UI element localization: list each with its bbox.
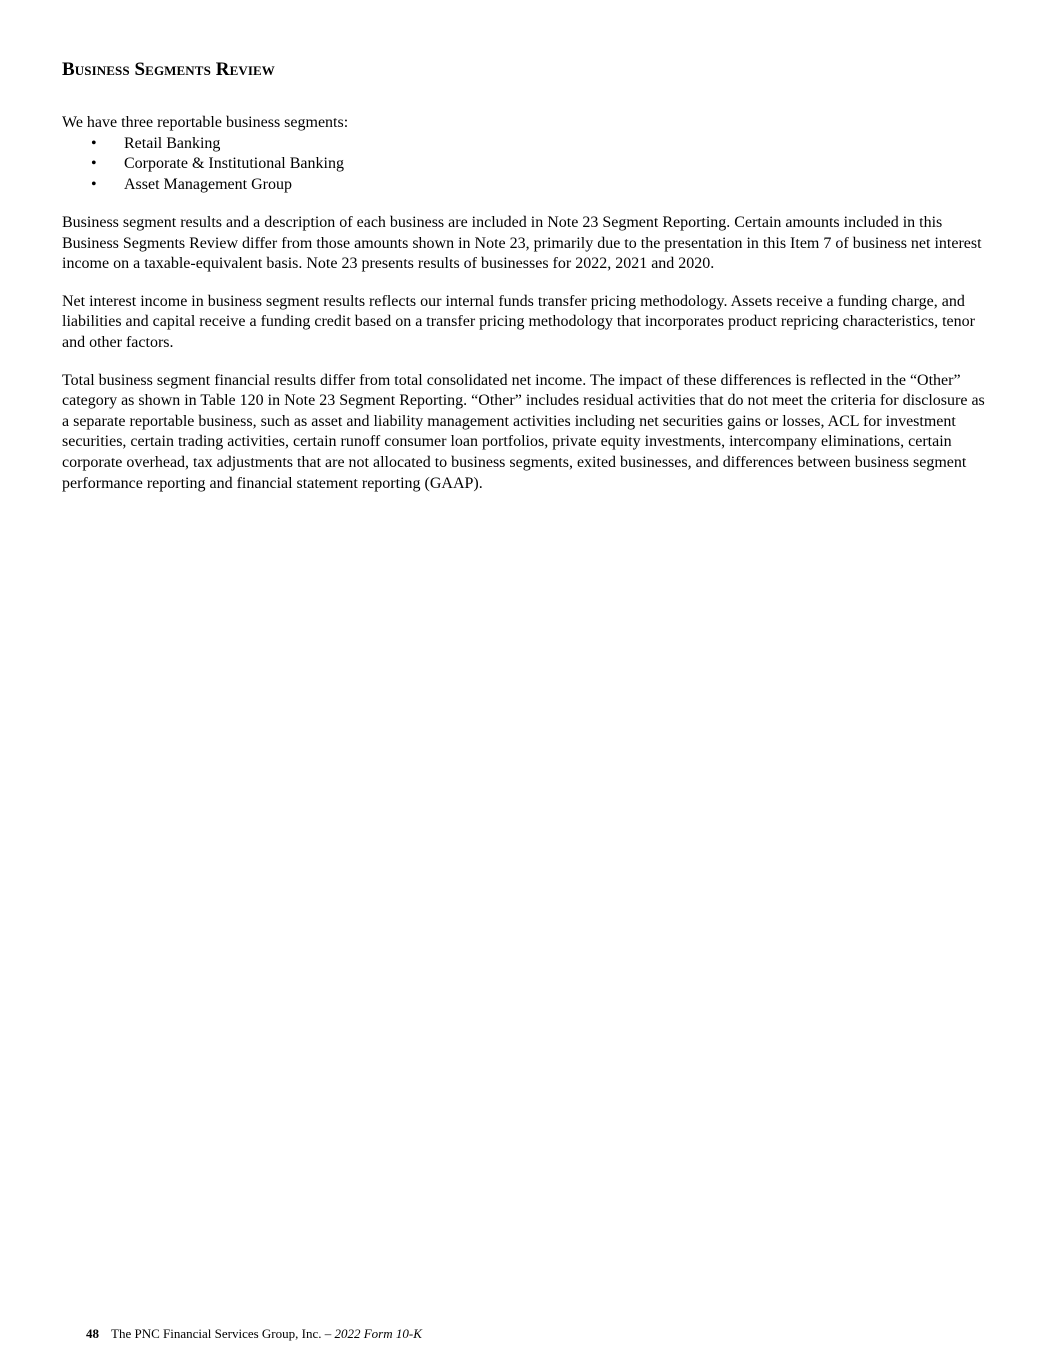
bullet-icon: • — [91, 176, 97, 194]
list-item-asset-management-group — [62, 175, 992, 196]
document-page — [62, 58, 992, 511]
list-item-corporate-institutional-banking — [62, 154, 992, 175]
section-title: Business Segments Review — [62, 59, 275, 80]
footer-form-ref: 2022 Form 10-K — [334, 1326, 422, 1341]
segment-list — [62, 134, 992, 196]
paragraph-other-category: Total business segment financial results differ from total consolidated net income. The impact of these differences is reflected in the “Other” category as shown in Table 120 in Note 23 Segment Reporting. “Other” includes residual activities that do not meet the criteria for disclosure as a separate reportable business, such as asset and liability management activities including net securities gains or losses, ACL for investment securities, certain trading activities, certain runoff consumer loan portfolios, private equity investments, intercompany eliminations, certain corporate overhead, tax adjustments that are not allocated to business segments, exited businesses, and differences between business segment performance reporting and financial statement reporting (GAAP). — [62, 371, 985, 492]
segment-label: Corporate & Institutional Banking — [124, 155, 344, 173]
list-item-retail-banking — [62, 134, 992, 155]
footer-company: The PNC Financial Services Group, Inc. – — [111, 1326, 332, 1341]
page-footer — [86, 1326, 422, 1342]
paragraph-segment-results: Business segment results and a description of each business are included in Note 23 Segment Reporting. Certain amounts included in this Business Segments Review differ from those amounts shown in Note 23, primarily due to the presentation in this Item 7 of business net interest income on a taxable-equivalent basis. Note 23 presents results of businesses for 2022, 2021 and 2020. — [62, 213, 982, 273]
bullet-icon: • — [91, 155, 97, 173]
segment-label: Retail Banking — [124, 134, 221, 152]
page-number: 48 — [86, 1326, 99, 1341]
paragraph-net-interest-income: Net interest income in business segment results reflects our internal funds transfer pricing methodology. Assets receive a funding charge, and liabilities and capital receive a funding credit based on a transfer pricing methodology that incorporates product repricing characteristics, tenor and other factors. — [62, 292, 975, 351]
segment-label: Asset Management Group — [124, 176, 292, 194]
bullet-icon: • — [91, 134, 97, 152]
intro-text: We have three reportable business segments: — [62, 114, 349, 131]
